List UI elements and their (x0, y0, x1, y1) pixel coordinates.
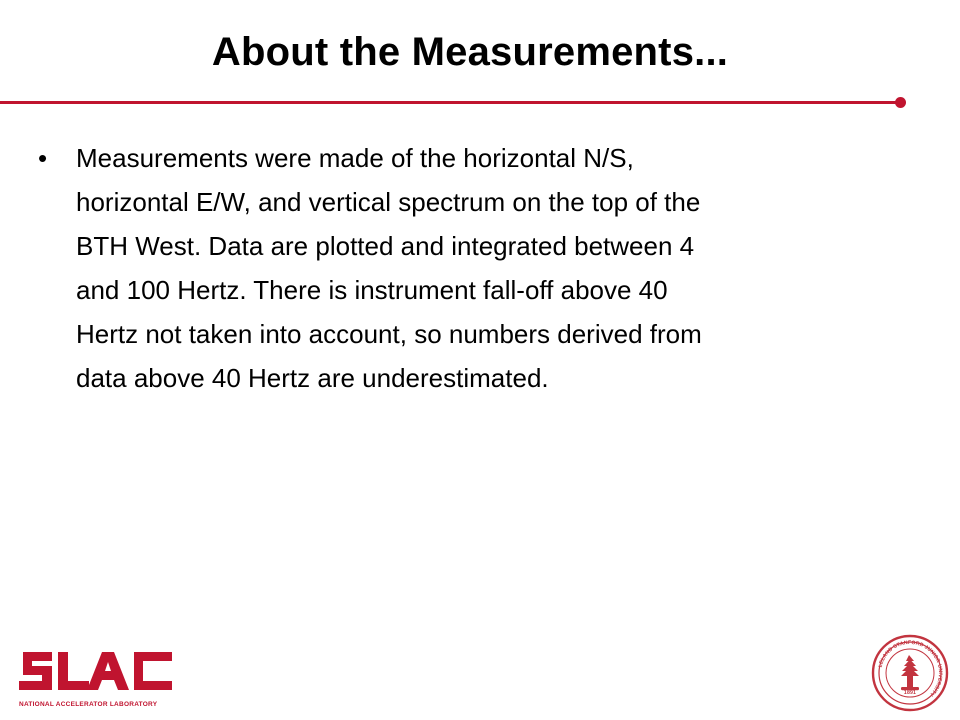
title-underline (0, 101, 898, 104)
bullet-list (36, 136, 916, 400)
seal-year: 1891 (903, 690, 917, 696)
bullet-item (36, 136, 916, 400)
slac-logo-icon (13, 642, 178, 712)
bullet-marker: • (38, 143, 48, 173)
stanford-seal (870, 633, 950, 713)
stanford-seal-icon (870, 633, 950, 713)
logo-subtitle: NATIONAL ACCELERATOR LABORATORY (19, 701, 158, 708)
seal-text: LELAND STANFORD JUNIOR UNIVERSITY (877, 639, 944, 698)
bullet-text: Measurements were made of the horizontal N/S, horizontal E/W, and vertical spectrum on the top of the BTH West. Data are plotted and integrated between 4 and 100 Hertz. There is instrument fall-off above 40 Hertz not taken into account, so numbers derived from data above 40 Hertz are underestimated. (76, 143, 702, 393)
slide-title: About the Measurements... (211, 30, 729, 74)
title-underline-end-dot (895, 97, 906, 108)
slac-logo (13, 642, 178, 712)
